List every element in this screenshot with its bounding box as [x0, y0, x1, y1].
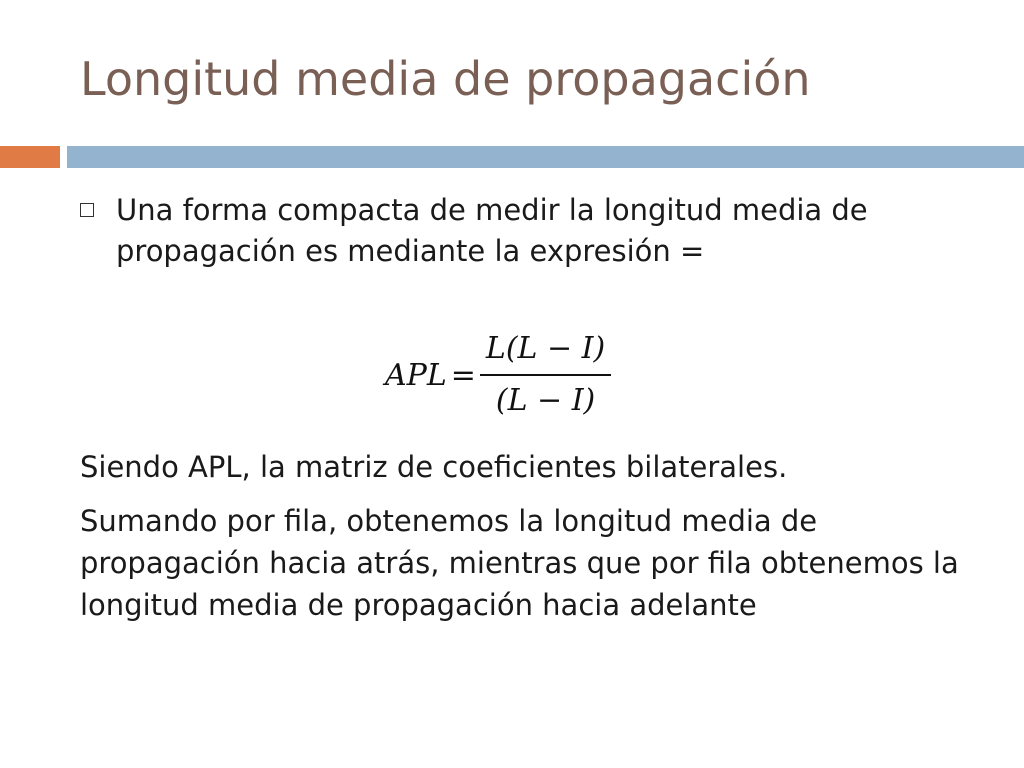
checkbox-icon [80, 203, 94, 217]
slide-title: Longitud media de propagación [80, 52, 811, 106]
equation-equals: = [450, 357, 476, 393]
accent-bar [0, 146, 60, 168]
equation-numerator: L(L − I) [480, 330, 611, 376]
divider-bar [67, 146, 1024, 168]
paragraph-explanation: Sumando por fila, obtenemos la longitud media de propagación hacia atrás, mientras que por fila obtenemos la longitud media de propagación hacia adelante [80, 504, 959, 622]
equation-lhs: APL [385, 357, 447, 393]
equation [385, 330, 611, 420]
paragraph-definition: Siendo APL, la matriz de coeficientes bilaterales. [80, 450, 788, 484]
bullet-text: Una forma compacta de medir la longitud media de propagación es mediante la expresión = [116, 193, 868, 268]
bullet-item [80, 190, 940, 272]
equation-denominator: (L − I) [495, 383, 596, 418]
equation-fraction [480, 330, 611, 420]
